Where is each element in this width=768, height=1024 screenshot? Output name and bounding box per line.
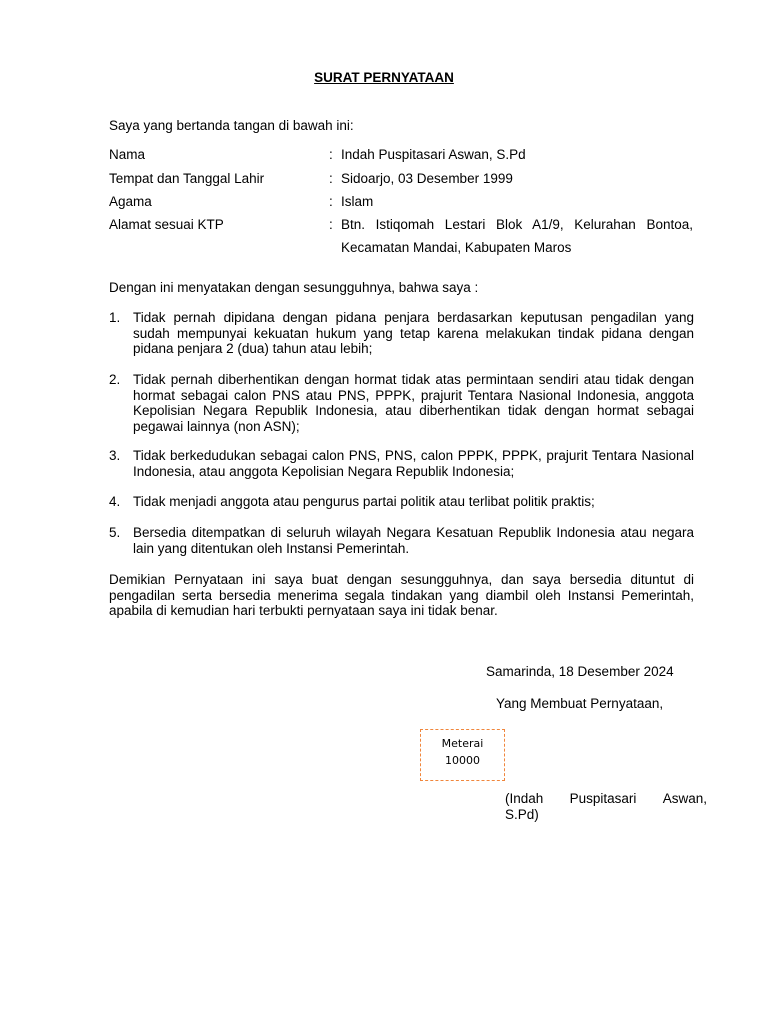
intro-text: Saya yang bertanda tangan di bawah ini: [109,118,354,133]
signer-name-word: Puspitasari [569,791,637,806]
field-label-religion: Agama [109,194,152,209]
field-value-birth: Sidoarjo, 03 Desember 1999 [341,171,513,186]
item-text: Tidak berkedudukan sebagai calon PNS, PNS, calon PPPK, PPPK, prajurit Tentara Nasional Indonesia, atau anggota Kepolisian Negara Republik Indonesia; [133,448,694,479]
item-number: 1. [109,310,121,325]
item-text: Bersedia ditempatkan di seluruh wilayah Negara Kesatuan Republik Indonesia atau negara lain yang ditentukan oleh Instansi Pemerintah. [133,525,694,556]
item-number: 5. [109,525,121,540]
signer-name [505,791,707,823]
field-label-name: Nama [109,147,146,162]
signer-name-line2: S.Pd) [505,807,539,822]
field-value-religion: Islam [341,194,374,209]
field-value-address: Btn. Istiqomah Lestari Blok A1/9, Kelurahan Bontoa, [341,217,693,232]
meterai-stamp [420,729,505,781]
stamp-label: Meterai [441,737,484,750]
field-value-name: Indah Puspitasari Aswan, S.Pd [341,147,526,162]
signer-label: Yang Membuat Pernyataan, [496,696,664,711]
signer-name-line1 [505,791,707,807]
statement-text: Dengan ini menyatakan dengan sesungguhnya, bahwa saya : [109,280,479,295]
document-title: SURAT PERNYATAAN [314,70,454,85]
field-label-birth: Tempat dan Tanggal Lahir [109,171,265,186]
field-colon: : [329,217,333,232]
item-number: 3. [109,448,121,463]
field-colon: : [329,171,333,186]
item-number: 2. [109,372,121,387]
field-colon: : [329,147,333,162]
item-text: Tidak pernah dipidana dengan pidana penjara berdasarkan keputusan pengadilan yang sudah mempunyai kekuatan hukum yang tetap karena melakukan tindak pidana dengan pidana penjara 2 (dua) tahun atau lebih; [133,310,694,356]
item-number: 4. [109,494,121,509]
item-text: Tidak pernah diberhentikan dengan hormat tidak atas permintaan sendiri atau tidak dengan hormat sebagai calon PNS atau PNS, PPPK, prajurit Tentara Nasional Indonesia, anggota Kepolisian Negara Republik Indonesia, atau diberhentikan tidak dengan hormat sebagai pegawai lainnya (non ASN); [133,372,694,434]
stamp-value: 10000 [445,754,480,767]
field-value-address-line2: Kecamatan Mandai, Kabupaten Maros [341,240,572,255]
signer-name-word: (Indah [505,791,544,806]
field-label-address: Alamat sesuai KTP [109,217,224,232]
place-date: Samarinda, 18 Desember 2024 [486,664,674,679]
closing-paragraph: Demikian Pernyataan ini saya buat dengan sesungguhnya, dan saya bersedia dituntut di pengadilan serta bersedia menerima segala tindakan yang diambil oleh Instansi Pemerintah, apabila di kemudian hari terbukti pernyataan saya ini tidak benar. [109,572,694,618]
signer-name-word: Aswan, [662,791,707,806]
field-colon: : [329,194,333,209]
item-text: Tidak menjadi anggota atau pengurus partai politik atau terlibat politik praktis; [133,494,595,509]
